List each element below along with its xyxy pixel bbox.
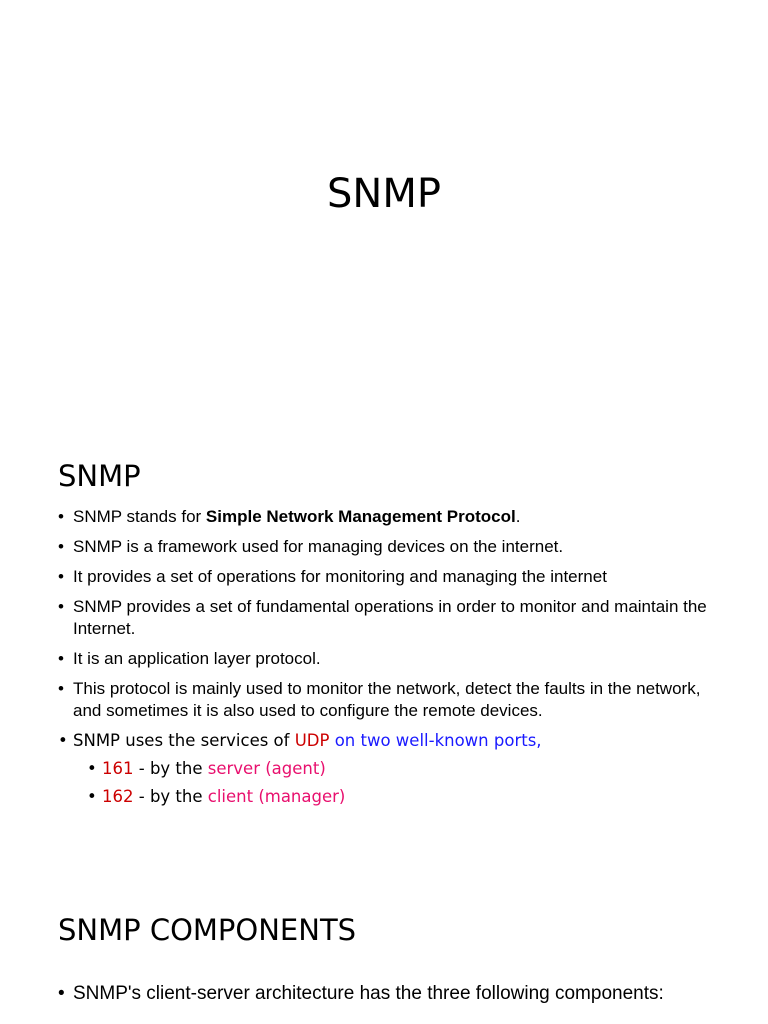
port-role: server (agent) [207, 759, 326, 778]
snmp-overview-slide [0, 432, 768, 864]
bullet-item [58, 506, 718, 528]
port-separator: - by the [133, 787, 208, 806]
title-slide [0, 0, 768, 384]
bullet-list [58, 982, 718, 1013]
bullet-text: SNMP uses the services of [73, 731, 295, 750]
port-number: 161 [102, 759, 134, 778]
bullet-bold-text: Simple Network Management Protocol [205, 507, 516, 526]
title-slide-heading: SNMP [327, 171, 441, 217]
bullet-list [58, 506, 718, 816]
ports-highlight: on two well-known ports, [329, 731, 542, 750]
bullet-item: • SNMP provides a set of fundamental operations in order to monitor and maintain the Internet. [58, 596, 718, 640]
snmp-components-slide [0, 864, 768, 1024]
bullet-text: . [515, 507, 521, 526]
bullet-item: • It provides a set of operations for monitoring and managing the internet [58, 566, 718, 588]
port-list [73, 758, 718, 808]
port-separator: - by the [133, 759, 208, 778]
bullet-item: • SNMP is a framework used for managing devices on the internet. [58, 536, 718, 558]
bullet-text: SNMP stands for [73, 507, 206, 526]
slide-title: SNMP [58, 459, 141, 493]
port-item [87, 786, 718, 808]
bullet-item: • It is an application layer protocol. [58, 648, 718, 670]
bullet-item: • This protocol is mainly used to monitor the network, detect the faults in the network, and sometimes it is also used to configure the remote devices. [58, 678, 718, 722]
port-number: 162 [102, 787, 134, 806]
udp-highlight: UDP [294, 731, 330, 750]
port-item [87, 758, 718, 780]
bullet-item [58, 730, 718, 808]
slide-title: SNMP COMPONENTS [58, 913, 357, 947]
port-role: client (manager) [207, 787, 346, 806]
bullet-item: • SNMP's client-server architecture has the three following components: [58, 982, 718, 1005]
